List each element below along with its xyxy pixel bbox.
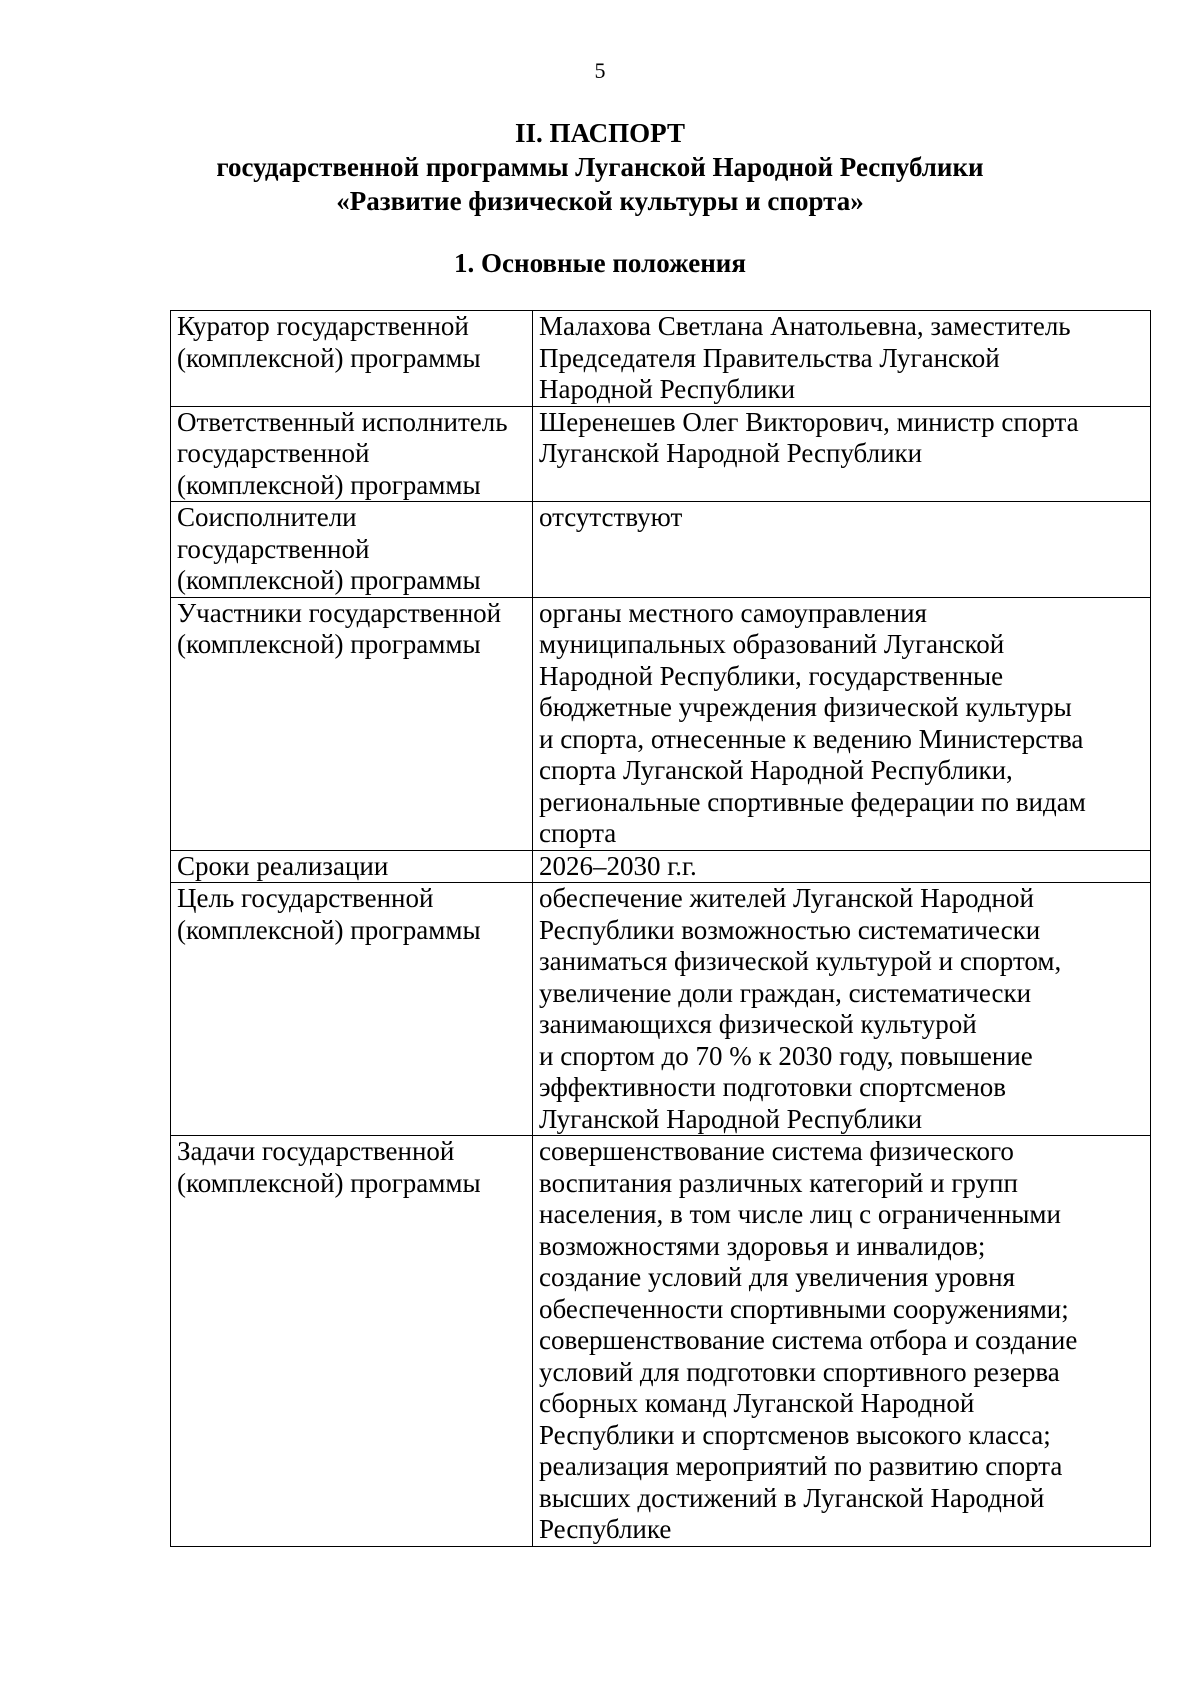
row-value-line: Луганской Народной Республики (539, 1103, 923, 1134)
row-label-line: Сроки реализации (177, 850, 389, 881)
row-value-line: совершенствование система отбора и создание (539, 1325, 1078, 1355)
row-value-line: муниципальных образований Луганской (539, 629, 1005, 659)
row-label-line: (комплексной) программы (177, 342, 481, 373)
table-row (171, 406, 1151, 502)
row-value-line: органы местного самоуправления (539, 597, 927, 628)
row-value-line: региональные спортивные федерации по видам (539, 786, 1086, 817)
row-value-line: Шеренешев Олег Викторович, министр спорта (539, 406, 1079, 437)
page-number: 5 (594, 58, 606, 83)
row-value-line: создание условий для увеличения уровня (539, 1262, 1015, 1292)
passport-table (170, 310, 1151, 1547)
table-row (171, 1136, 1151, 1547)
row-value-line: Народной Республики (539, 374, 796, 404)
row-value-line: сборных команд Луганской Народной (539, 1388, 975, 1418)
row-label-cell (171, 502, 533, 598)
subsection-title: 1. Основные положения (454, 248, 746, 278)
row-value-line: Народной Республики, государственные (539, 660, 1004, 691)
row-label-line: Куратор государственной (177, 311, 469, 341)
row-value-line: спорта (539, 818, 617, 848)
row-value-cell (533, 883, 1151, 1136)
row-label-line: (комплексной) программы (177, 565, 481, 595)
table-row (171, 850, 1151, 883)
row-label-cell (171, 850, 533, 883)
row-value-line: Председателя Правительства Луганской (539, 342, 1000, 373)
row-label-line: Цель государственной (177, 883, 434, 913)
passport-table-body (171, 311, 1151, 1547)
row-label-line: государственной (177, 438, 370, 468)
row-value-line: Республики возможностью систематически (539, 914, 1041, 945)
row-value-line: Республики и спортсменов высокого класса; (539, 1419, 1051, 1450)
row-value-line: бюджетные учреждения физической культуры (539, 692, 1072, 722)
row-value-line: занимающихся физической культурой (539, 1009, 977, 1039)
row-value-line: условий для подготовки спортивного резерва (539, 1356, 1060, 1387)
row-label-line: Ответственный исполнитель (177, 406, 508, 437)
row-value-line: заниматься физической культурой и спортом, (539, 946, 1062, 976)
row-label-cell (171, 311, 533, 407)
row-value-cell (533, 1136, 1151, 1547)
row-label-cell (171, 883, 533, 1136)
row-value-line: спорта Луганской Народной Республики, (539, 755, 1013, 785)
row-value-line: совершенствование система физического (539, 1136, 1014, 1166)
row-value-line: возможностями здоровья и инвалидов; (539, 1230, 986, 1261)
row-value-line: Луганской Народной Республики (539, 438, 923, 468)
row-value-line: и спорта, отнесенные к ведению Министерства (539, 723, 1084, 754)
row-value-cell (533, 597, 1151, 850)
row-value-line: отсутствуют (539, 502, 683, 532)
section-title: II. ПАСПОРТ (514, 118, 685, 148)
row-value-line: Республике (539, 1514, 672, 1544)
row-value-line: и спортом до 70 % к 2030 году, повышение (539, 1040, 1033, 1071)
program-title-line-2: «Развитие физической культуры и спорта» (336, 186, 864, 216)
row-label-cell (171, 1136, 533, 1547)
table-row (171, 597, 1151, 850)
row-value-line: эффективности подготовки спортсменов (539, 1072, 1007, 1102)
row-value-line: населения, в том числе лиц с ограниченными (539, 1199, 1061, 1229)
row-value-line: 2026–2030 г.г. (539, 850, 697, 881)
row-value-line: увеличение доли граждан, систематически (539, 977, 1032, 1008)
row-label-cell (171, 597, 533, 850)
row-value-line: обеспеченности спортивными сооружениями; (539, 1293, 1069, 1324)
row-value-cell (533, 311, 1151, 407)
row-label-line: (комплексной) программы (177, 629, 481, 659)
table-row (171, 311, 1151, 407)
table-row (171, 502, 1151, 598)
row-label-line: (комплексной) программы (177, 1167, 481, 1198)
row-label-line: Задачи государственной (177, 1136, 455, 1166)
program-title-line-1: государственной программы Луганской Народной Республики (216, 152, 984, 182)
row-value-cell (533, 502, 1151, 598)
row-value-line: реализация мероприятий по развитию спорта (539, 1451, 1063, 1481)
row-label-line: (комплексной) программы (177, 469, 481, 500)
row-label-cell (171, 406, 533, 502)
row-label-line: Участники государственной (177, 597, 502, 628)
row-label-line: государственной (177, 533, 370, 564)
row-label-line: (комплексной) программы (177, 914, 481, 945)
row-label-line: Соисполнители (177, 502, 357, 532)
row-value-cell (533, 850, 1151, 883)
row-value-line: воспитания различных категорий и групп (539, 1167, 1018, 1198)
row-value-line: Малахова Светлана Анатольевна, заместитель (539, 311, 1071, 341)
row-value-line: высших достижений в Луганской Народной (539, 1482, 1045, 1513)
table-row (171, 883, 1151, 1136)
row-value-cell (533, 406, 1151, 502)
row-value-line: обеспечение жителей Луганской Народной (539, 883, 1034, 913)
